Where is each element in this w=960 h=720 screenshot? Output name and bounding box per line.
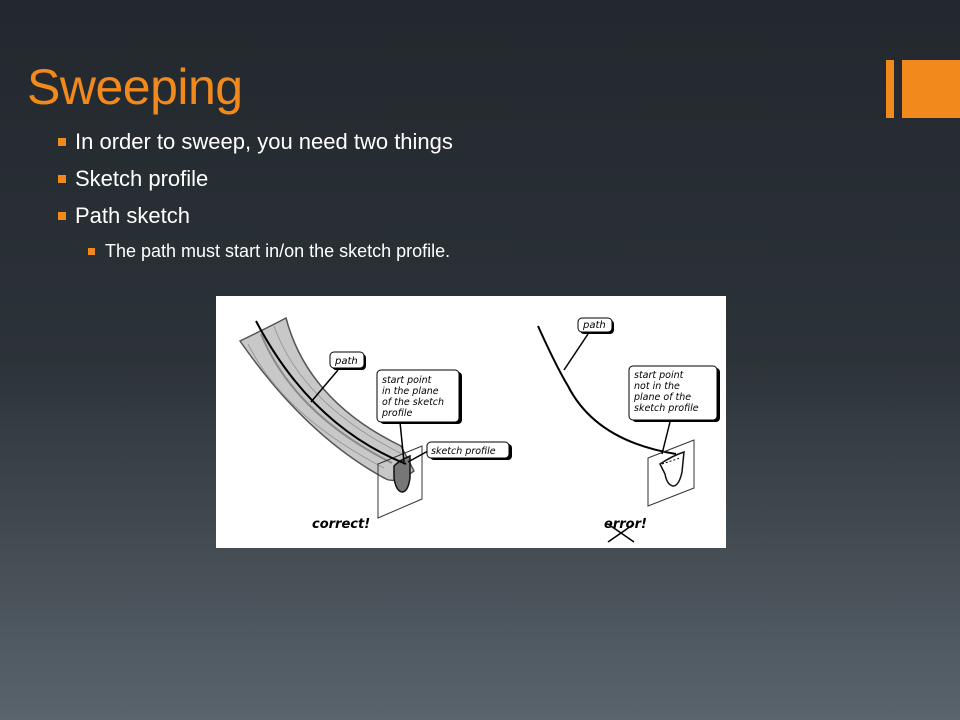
- correct-sweep-illustration: [240, 318, 512, 532]
- bullet-square-icon: [58, 138, 66, 146]
- accent-bar-thick: [902, 60, 960, 118]
- sketch-profile-label: sketch profile: [431, 446, 496, 457]
- start-point-label: start point not in the plane of the sketch profile: [634, 370, 699, 414]
- start-point-label: start point in the plane of the sketch profile: [382, 375, 445, 419]
- bullet-item: [58, 128, 453, 165]
- bullet-square-icon: [88, 248, 95, 255]
- path-label: path: [335, 356, 358, 367]
- sub-bullet-item: [58, 239, 453, 269]
- bullet-square-icon: [58, 175, 66, 183]
- bullet-square-icon: [58, 212, 66, 220]
- bullet-item: [58, 202, 453, 239]
- correct-caption: correct!: [312, 517, 371, 532]
- bullet-text: Sketch profile: [75, 166, 209, 191]
- sweep-diagram-figure: [216, 296, 726, 548]
- bullet-item: [58, 165, 453, 202]
- slide-title: Sweeping: [27, 59, 243, 115]
- bullet-text: Path sketch: [75, 203, 190, 228]
- sketch-profile-shape: [660, 452, 684, 486]
- error-caption: error!: [604, 517, 647, 532]
- accent-bar-thin: [886, 60, 894, 118]
- error-sweep-illustration: [538, 318, 720, 542]
- path-label: path: [583, 320, 606, 331]
- bullet-text: In order to sweep, you need two things: [75, 129, 453, 154]
- bullet-text: The path must start in/on the sketch profile.: [105, 241, 451, 261]
- bullet-list: [58, 128, 453, 269]
